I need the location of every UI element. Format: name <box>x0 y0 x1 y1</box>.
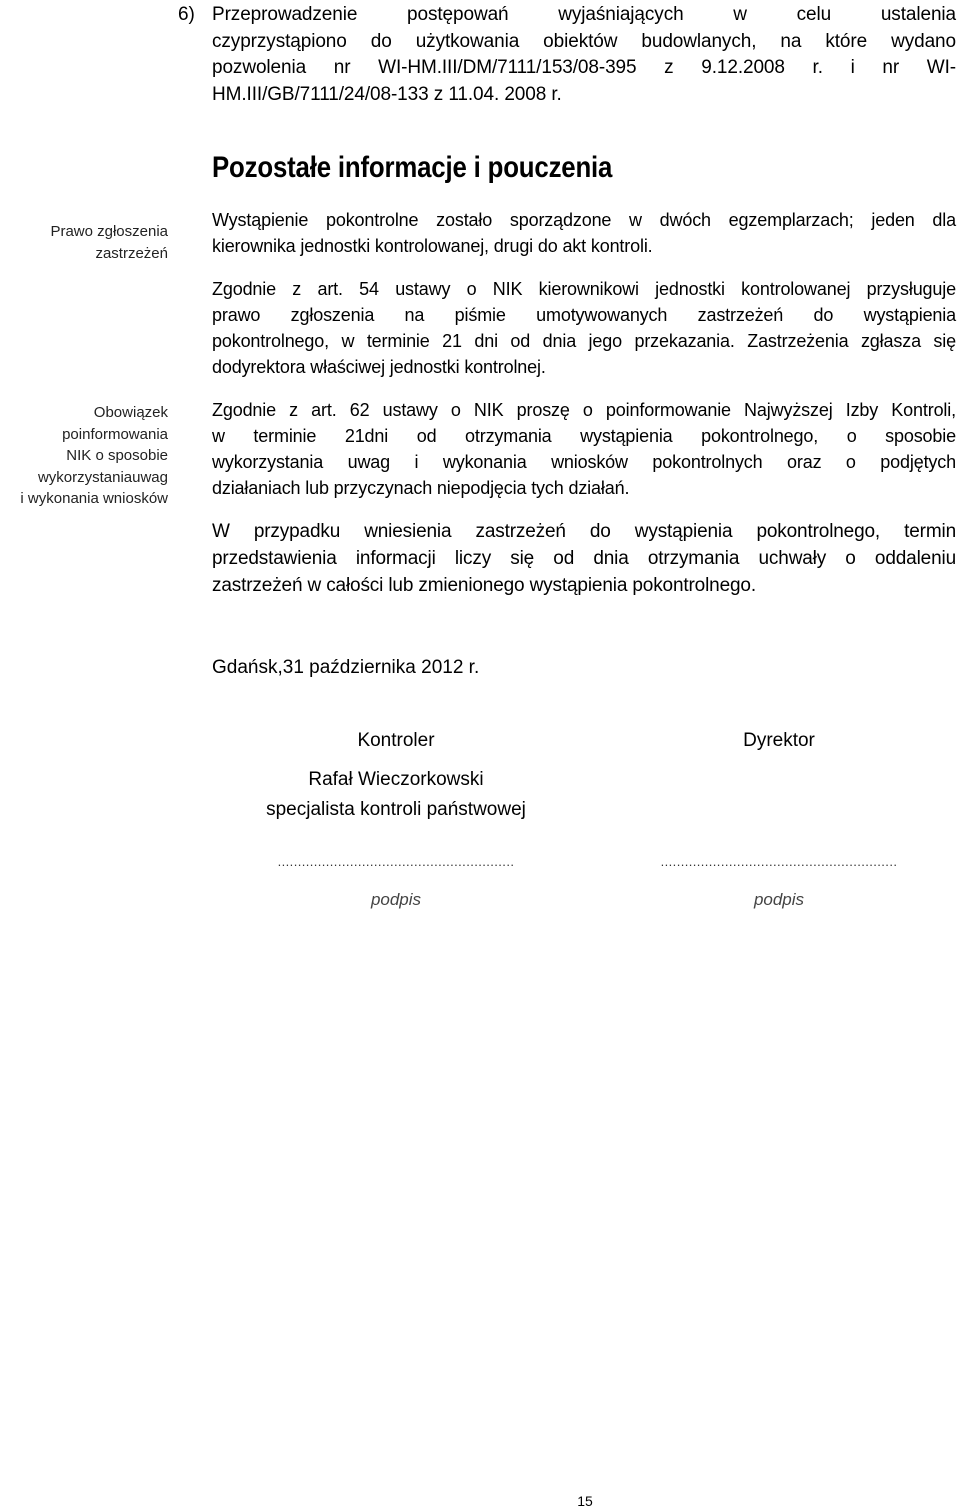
signature-label: podpis <box>753 890 805 909</box>
signature-title: Dyrektor <box>743 730 815 751</box>
paragraph-line: działaniach lub przyczynach niepodjęcia tych działań. <box>212 478 630 498</box>
margin-note-line: zastrzeżeń <box>95 244 168 262</box>
paragraph-line: zastrzeżeń w całości lub zmienionego wystąpienia pokontrolnego. <box>212 575 756 596</box>
margin-note-line: i wykonania wniosków <box>20 490 168 507</box>
margin-note-line: wykorzystaniauwag <box>37 468 168 486</box>
margin-note-line: Prawo zgłoszenia <box>50 223 168 240</box>
paragraph <box>212 207 956 259</box>
margin-note-obligation <box>0 402 168 510</box>
section-content <box>212 207 956 599</box>
paragraph-line: prawo zgłoszenia na piśmie umotywowanych zastrzeżeń do wystąpienia <box>212 305 956 325</box>
paragraph-line: dodyrektora właściwej jednostki kontrolnej. <box>212 357 546 377</box>
paragraph-line: wykorzystania uwag i wykonania wniosków pokontrolnych oraz o podjętych <box>212 452 956 472</box>
item6-line: czyprzystąpiono do użytkowania obiektów budowlanych, na które wydano <box>212 30 956 52</box>
paragraph-line: Zgodnie z art. 62 ustawy o NIK proszę o poinformowanie Najwyższej Izby Kontroli, <box>212 400 956 420</box>
signatory-role: specjalista kontroli państwowej <box>266 799 526 820</box>
signature-line: ........................................................... <box>660 854 898 869</box>
paragraph <box>212 276 956 380</box>
paragraph <box>212 397 956 501</box>
signature-block-controller <box>236 726 556 825</box>
signature-title: Kontroler <box>357 730 435 751</box>
item6-line: pozwolenia nr WI-HM.III/DM/7111/153/08-395 z 9.12.2008 r. i nr WI- <box>212 57 956 78</box>
item-number: 6) <box>178 4 195 25</box>
list-item-6 <box>178 2 956 108</box>
paragraph-line: pokontrolnego, w terminie 21 dni od dnia jego przekazania. Zastrzeżenia zgłasza się <box>212 331 956 351</box>
item6-line: HM.III/GB/7111/24/08-133 z 11.04. 2008 r. <box>212 83 562 105</box>
margin-note-line: NIK o sposobie <box>66 447 168 464</box>
margin-note-line: Obowiązek <box>93 404 168 421</box>
signature-label: podpis <box>370 890 422 909</box>
paragraph-line: Zgodnie z art. 54 ustawy o NIK kierownikowi jednostki kontrolowanej przysługuje <box>212 279 956 299</box>
margin-note-objections <box>0 221 168 264</box>
signature-line: ........................................................... <box>277 854 515 869</box>
paragraph-line: przedstawienia informacji liczy się od dnia otrzymania uchwały o oddaleniu <box>212 548 956 569</box>
paragraph-line: kierownika jednostki kontrolowanej, drugi do akt kontroli. <box>212 236 653 256</box>
signature-block-director <box>619 726 939 756</box>
paragraph-line: W przypadku wniesienia zastrzeżeń do wystąpienia pokontrolnego, termin <box>212 521 956 542</box>
margin-note-line: poinformowania <box>62 425 168 443</box>
signatory-name: Rafał Wieczorkowski <box>308 769 484 790</box>
paragraph-line: Wystąpienie pokontrolne zostało sporządzone w dwóch egzemplarzach; jeden dla <box>212 210 956 230</box>
place-and-date: Gdańsk,31 października 2012 r. <box>212 657 480 678</box>
paragraph <box>212 518 956 599</box>
page-number: 15 <box>577 1493 593 1509</box>
item6-line: Przeprowadzenie postępowań wyjaśniających w celu ustalenia <box>212 4 956 25</box>
section-title: Pozostałe informacje i pouczenia <box>212 151 613 184</box>
paragraph-line: w terminie 21dni od otrzymania wystąpienia pokontrolnego, o sposobie <box>212 426 956 446</box>
